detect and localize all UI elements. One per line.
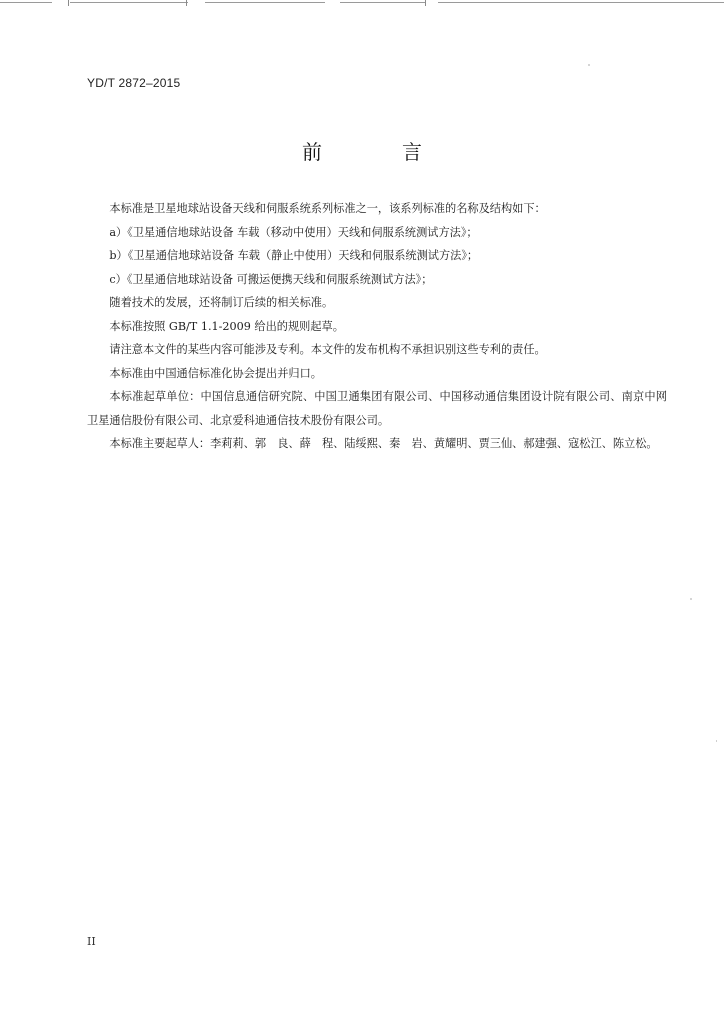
paragraph-proposer: 本标准由中国通信标准化协会提出并归口。: [109, 366, 322, 380]
foreword-body: [87, 197, 667, 456]
standard-code: YD/T 2872–2015: [87, 76, 181, 90]
scan-speck: [588, 64, 590, 66]
paragraph-rules: 本标准按照 GB/T 1.1-2009 给出的规则起草。: [109, 319, 344, 333]
paragraph-future: 随着技术的发展，还将制订后续的相关标准。: [109, 296, 334, 309]
paragraph-drafters: 本标准主要起草人：李莉莉、郭 良、薛 程、陆绥熙、秦 岩、黄耀明、贾三仙、郝建强、寇松江、陈立松。: [109, 437, 658, 450]
page-title: 前 言: [302, 140, 452, 164]
paragraph-patent: 请注意本文件的某些内容可能涉及专利。本文件的发布机构不承担识别这些专利的责任。: [109, 343, 546, 356]
paragraph-intro: 本标准是卫星地球站设备天线和伺服系统系列标准之一，该系列标准的名称及结构如下：: [109, 202, 546, 215]
scan-speck: [690, 598, 692, 600]
scan-edge-marks: [0, 0, 724, 7]
list-item-b: b）《卫星通信地球站设备 车载（静止中使用）天线和伺服系统测试方法》；: [109, 249, 479, 262]
list-item-a: a）《卫星通信地球站设备 车载（移动中使用）天线和伺服系统测试方法》；: [109, 225, 478, 239]
list-item-c: c）《卫星通信地球站设备 可搬运便携天线和伺服系统测试方法》；: [109, 272, 433, 286]
page-number: II: [87, 935, 96, 948]
paragraph-drafting-units: 本标准起草单位：中国信息通信研究院、中国卫通集团有限公司、中国移动通信集团设计院有限公司、南京中网卫星通信股份有限公司、北京爱科迪通信技术股份有限公司。: [87, 390, 667, 427]
scan-speck: [716, 740, 717, 742]
